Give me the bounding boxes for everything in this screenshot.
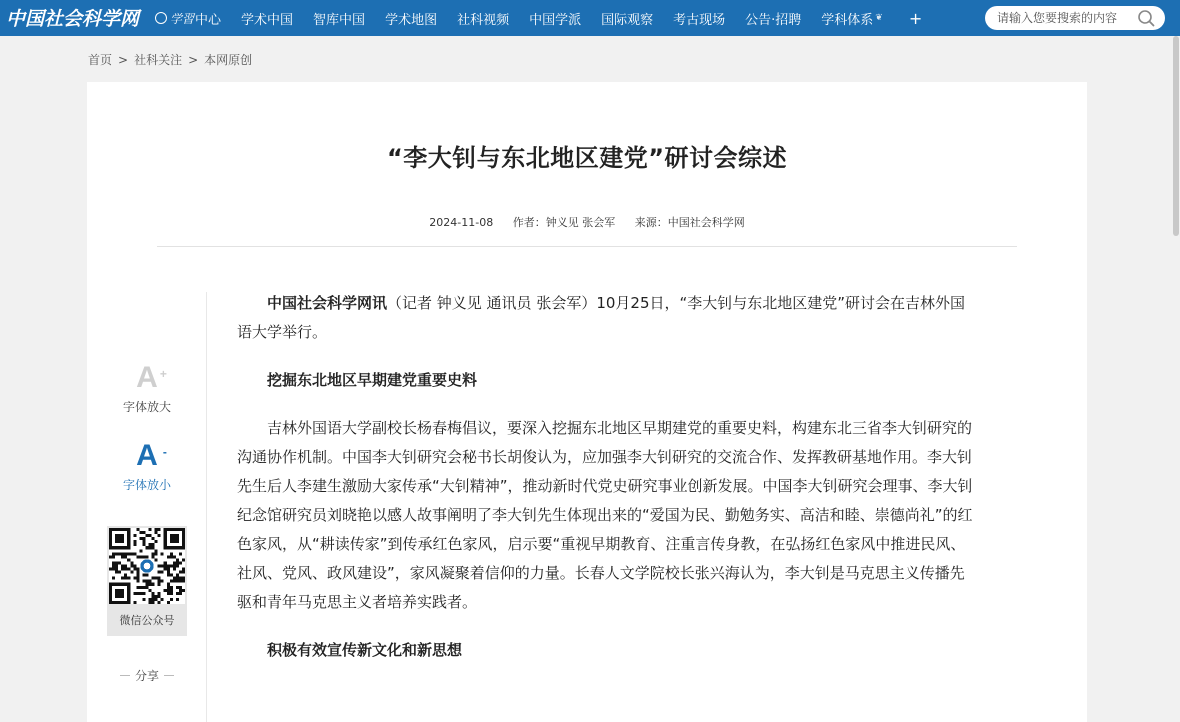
font-increase-icon	[136, 361, 167, 394]
nav-item-sheke-shipin[interactable]: 社科视频	[457, 12, 510, 28]
nav-item-xueshu-ditu[interactable]: 学术地图	[385, 12, 438, 28]
nav-item-zhiku-zhongguo[interactable]: 智库中国	[313, 12, 366, 28]
article-title: “李大钊与东北地区建党”研讨会综述	[386, 144, 788, 172]
breadcrumb	[88, 51, 252, 68]
search-icon[interactable]	[1137, 9, 1155, 27]
body-paragraph: 吉林外国语大学副校长杨春梅倡议，要深入挖掘东北地区早期建党的重要史料，构建东北三省李大钊研究的沟通协作机制。中国李大钊研究会秘书长胡俊认为，应加强李大钊研究的交流合作、发挥教研基地作用。李大钊先生后人李建生激励大家传承“大钊精神”，推动新时代党史研究事业创新发展。中国李大钊研究会理事、李大钊纪念馆研究员刘晓艳以感人故事阐明了李大钊先生体现出来的“爱国为民、勤勉务实、高洁和睦、崇德尚礼”的红色家风，从“耕读传家”到传承红色家风，启示要“重视早期教育、注重言传身教，在弘扬红色家风中推进民风、社风、党风、政风建设”，家风凝聚着信仰的力量。长春人文学院校长张兴海认为，李大钊是马克思主义传播先驱和青年马克思主义者培养实践者。	[237, 419, 973, 611]
share-section	[115, 667, 179, 684]
article-author	[513, 216, 616, 229]
section-heading: 积极有效宣传新文化和新思想	[267, 641, 463, 659]
font-decrease-sup: -	[162, 445, 167, 459]
font-increase-label: 字体放大	[122, 400, 171, 414]
nav-item-zhongguo-xuepai[interactable]: 中国学派	[529, 12, 582, 28]
font-increase-sup: +	[159, 367, 167, 381]
font-increase-glyph: A	[136, 361, 158, 394]
breadcrumb-separator: >	[188, 52, 199, 67]
font-decrease-icon	[136, 439, 167, 472]
search-box	[985, 6, 1165, 30]
nav-item-guoji-guancha[interactable]: 国际观察	[601, 12, 654, 28]
article-date: 2024-11-08	[429, 216, 494, 229]
article-source	[635, 216, 745, 229]
section-heading: 挖掘东北地区早期建党重要史料	[267, 371, 478, 389]
share-line-left	[120, 675, 130, 676]
nav-item-xueshu-zhongguo[interactable]: 学术中国	[241, 12, 294, 28]
xuexi-logo-icon	[155, 12, 167, 24]
qr-label: 微信公众号	[119, 614, 175, 627]
nav-item-xuexi[interactable]	[155, 9, 221, 28]
nav-item-xueke-tixi[interactable]	[821, 9, 883, 28]
qr-code-icon	[109, 528, 185, 604]
nav-item-label: 中心	[195, 12, 222, 28]
lead-paragraph	[237, 289, 977, 347]
lead-text: （记者 钟义见 通讯员 张会军）10月25日，“李大钊与东北地区建党”研讨会在吉林外国语大学举行。	[237, 294, 966, 341]
nav-item-kaogu-xianchang[interactable]: 考古现场	[673, 12, 726, 28]
font-decrease-label: 字体放小	[122, 478, 171, 492]
search-input[interactable]	[997, 11, 1125, 25]
site-logo[interactable]: 中国社会科学网	[6, 8, 140, 30]
share-line-right	[164, 675, 174, 676]
article-card	[87, 82, 1087, 722]
nav-more-button[interactable]: +	[908, 8, 923, 28]
font-increase-button[interactable]	[107, 362, 187, 415]
nav-item-gonggao-zhaopin[interactable]: 公告·招聘	[745, 12, 802, 28]
font-decrease-glyph: A	[136, 439, 158, 472]
breadcrumb-section[interactable]: 社科关注	[134, 53, 183, 67]
scrollbar-thumb[interactable]	[1173, 36, 1179, 236]
nav-item-prefix: 学習	[170, 11, 195, 26]
article-body	[237, 289, 977, 684]
nav-menu	[155, 0, 922, 36]
author-value: 钟义见 张会军	[545, 216, 616, 229]
top-nav	[0, 0, 1180, 36]
font-decrease-button[interactable]	[107, 440, 187, 493]
qr-code-graphic	[109, 528, 185, 604]
breadcrumb-separator: >	[118, 52, 129, 67]
leaf-icon: ❦	[875, 13, 883, 23]
title-divider	[157, 246, 1017, 247]
lead-bold: 中国社会科学网讯	[267, 294, 388, 312]
sidebar-divider	[206, 292, 207, 722]
source-label: 来源：	[634, 216, 668, 229]
source-value: 中国社会科学网	[667, 216, 745, 229]
breadcrumb-current[interactable]: 本网原创	[204, 53, 253, 67]
breadcrumb-home[interactable]: 首页	[88, 53, 113, 67]
share-label: 分享	[135, 669, 160, 683]
wechat-qr-panel	[107, 526, 187, 636]
author-label: 作者：	[512, 216, 546, 229]
nav-item-label: 学科体系	[821, 12, 874, 28]
article-meta	[87, 214, 1087, 230]
